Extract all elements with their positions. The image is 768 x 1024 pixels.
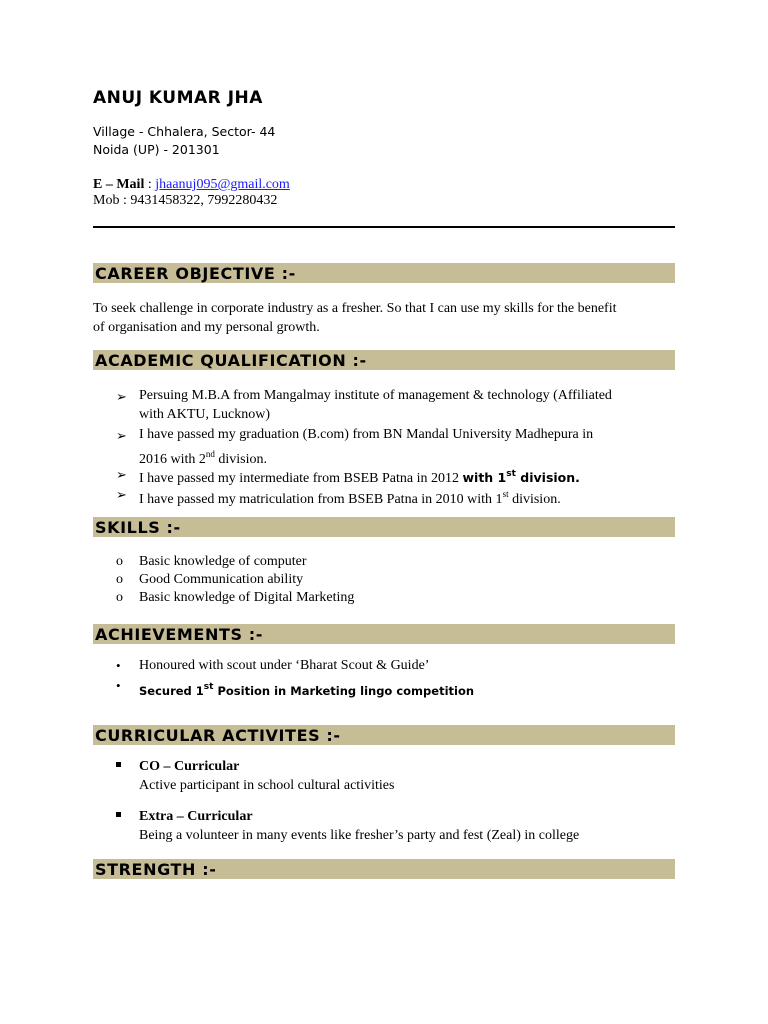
email-line — [93, 177, 290, 193]
section-header-skills — [93, 517, 675, 537]
section-header-achievements — [93, 624, 675, 644]
skill-item-1: Basic knowledge of computer — [139, 554, 307, 569]
arrow-bullet-icon: ➢ — [116, 467, 127, 482]
strength-title: STRENGTH :- — [95, 860, 217, 879]
academic-item-2-line-1: I have passed my graduation (B.com) from BN Mandal University Madhepura in — [139, 427, 594, 442]
email-link[interactable]: jhaanuj095@gmail.com — [155, 177, 290, 192]
arrow-bullet-icon: ➢ — [116, 487, 127, 502]
skills-title: SKILLS :- — [95, 518, 181, 537]
achievement-item-2-text-a: Secured 1 — [139, 684, 204, 698]
academic-item-2-text-b: division. — [214, 451, 268, 467]
address-line-1: Village - Chhalera, Sector- 44 — [93, 124, 276, 139]
section-header-academic — [93, 350, 675, 370]
academic-item-1-line-1: Persuing M.B.A from Mangalmay institute of management & technology (Affiliated — [139, 388, 612, 403]
list-item — [139, 387, 679, 424]
section-header-career — [93, 263, 675, 283]
academic-item-4-sup: st — [502, 489, 509, 499]
academic-item-3-text-a: I have passed my intermediate from BSEB Patna in 2012 — [139, 471, 463, 486]
achievement-item-2-sup: st — [203, 682, 214, 692]
academic-item-3-text-c: division. — [515, 470, 580, 485]
candidate-name: ANUJ KUMAR JHA — [93, 88, 263, 108]
section-header-strength — [93, 859, 675, 879]
list-item — [139, 485, 679, 510]
arrow-bullet-icon: ➢ — [116, 389, 127, 404]
circle-bullet-icon: o — [116, 554, 123, 569]
dot-bullet-icon: • — [116, 678, 121, 693]
academic-item-1-line-2: with AKTU, Lucknow) — [139, 406, 271, 422]
co-curricular-title: CO – Curricular — [139, 759, 240, 774]
career-text-line-2: of organisation and my personal growth. — [93, 320, 320, 335]
academic-item-4-text-b: division. — [508, 492, 561, 507]
curricular-title: CURRICULAR ACTIVITES :- — [95, 726, 341, 745]
square-bullet-icon — [116, 762, 121, 767]
academic-item-2-text-a: 2016 with 2 — [139, 451, 206, 467]
achievements-title: ACHIEVEMENTS :- — [95, 625, 263, 644]
header-divider — [93, 226, 675, 228]
career-text-line-1: To seek challenge in corporate industry as a fresher. So that I can use my skills for the benefit — [93, 301, 617, 316]
achievement-item-1: Honoured with scout under ‘Bharat Scout & Guide’ — [139, 658, 430, 673]
co-curricular-desc: Active participant in school cultural activities — [139, 778, 395, 793]
skill-item-3: Basic knowledge of Digital Marketing — [139, 590, 355, 605]
academic-item-4-text-a: I have passed my matriculation from BSEB Patna in 2010 with 1 — [139, 492, 503, 507]
section-header-curricular — [93, 725, 675, 745]
achievement-item-2-text-b: Position in Marketing lingo competition — [213, 684, 475, 698]
dot-bullet-icon: • — [116, 658, 121, 673]
mobile-number: Mob : 9431458322, 7992280432 — [93, 193, 278, 208]
career-title: CAREER OBJECTIVE :- — [95, 264, 296, 283]
arrow-bullet-icon: ➢ — [116, 428, 127, 443]
academic-item-3-sup: st — [506, 469, 516, 479]
email-separator: : — [144, 177, 156, 192]
circle-bullet-icon: o — [116, 572, 123, 587]
circle-bullet-icon: o — [116, 590, 123, 605]
list-item — [139, 426, 679, 469]
address-line-2: Noida (UP) - 201301 — [93, 142, 220, 157]
square-bullet-icon — [116, 812, 121, 817]
achievement-item-2 — [139, 678, 679, 701]
extra-curricular-desc: Being a volunteer in many events like fresher’s party and fest (Zeal) in college — [139, 828, 580, 843]
email-label: E – Mail — [93, 177, 145, 192]
extra-curricular-title: Extra – Curricular — [139, 809, 253, 824]
academic-title: ACADEMIC QUALIFICATION :- — [95, 351, 367, 370]
skill-item-2: Good Communication ability — [139, 572, 304, 587]
academic-item-3-text-b: with 1 — [462, 470, 507, 485]
academic-item-2-sup: nd — [205, 448, 215, 459]
